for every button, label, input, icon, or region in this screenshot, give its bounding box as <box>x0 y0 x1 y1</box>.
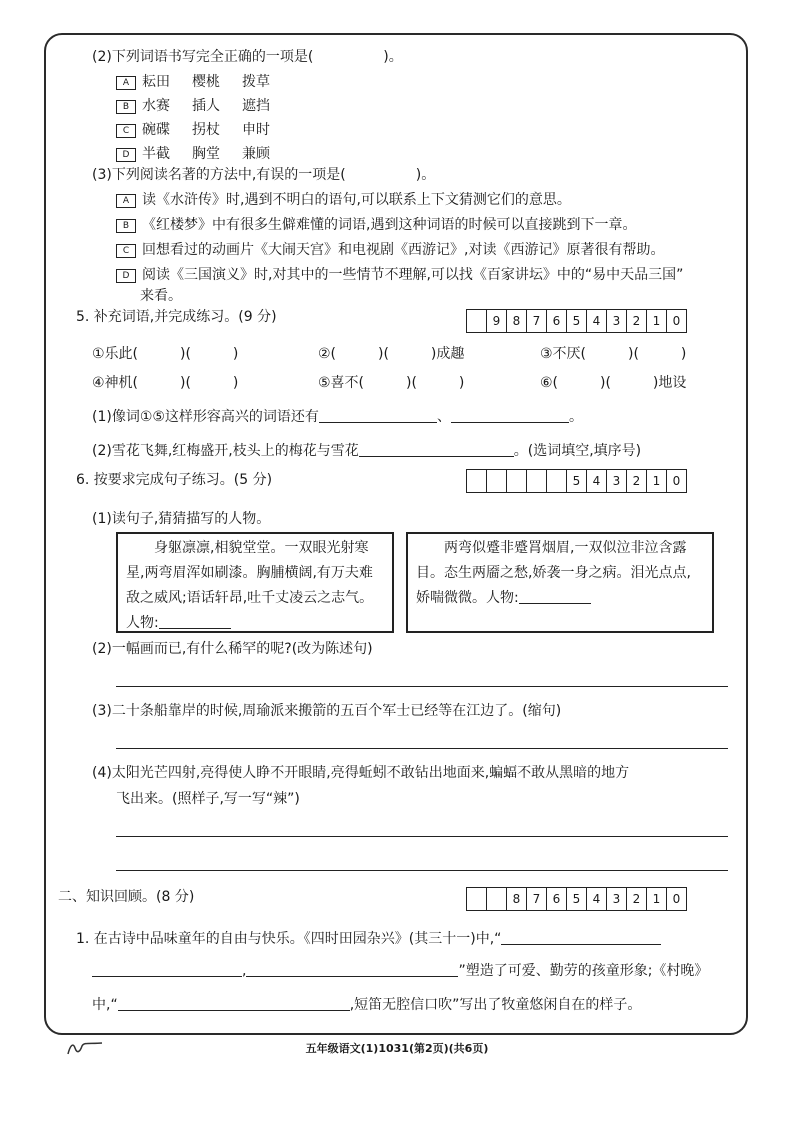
q5-word-2[interactable]: ②( )( )成趣 <box>318 346 465 362</box>
q4-3-option-d[interactable]: D 阅读《三国演义》时,对其中的一些情节不理解,可以找《百家讲坛》中的“易中天品三国” <box>116 266 683 284</box>
q6-sub1: (1)读句子,猜猜描写的人物。 <box>92 511 271 527</box>
q4-2-stem: (2)下列词语书写完全正确的一项是( )。 <box>92 49 403 65</box>
page-footer: 五年级语文(1)1031(第2页)(共6页) <box>305 1042 489 1055</box>
q6-sub4-answer-line-1[interactable] <box>116 836 728 837</box>
part2-q1-blank-3[interactable] <box>246 962 458 977</box>
part2-title: 二、知识回顾。(8 分) <box>58 889 195 905</box>
part2-q1-line2: , ”塑造了可爱、勤劳的孩童形象;《村晚》 <box>92 962 708 980</box>
q4-3-option-b[interactable]: B 《红楼梦》中有很多生僻难懂的词语,遇到这种词语的时候可以直接跳到下一章。 <box>116 216 636 234</box>
q4-2-option-d[interactable]: D 半截 胸堂 兼顾 <box>116 145 292 163</box>
q6-title: 6. 按要求完成句子练习。(5 分) <box>76 472 273 488</box>
q5-sub2-blank[interactable] <box>359 442 514 457</box>
q6-sub4-line2: 飞出来。(照样子,写一写“辣”) <box>116 791 300 807</box>
q6-sub2-answer-line[interactable] <box>116 686 728 687</box>
q6-score-box: 5 4 3 2 1 0 <box>466 469 687 493</box>
q5-word-3[interactable]: ③不厌( )( ) <box>540 346 687 362</box>
q6-sub2: (2)一幅画而已,有什么稀罕的呢?(改为陈述句) <box>92 641 373 657</box>
q5-word-5[interactable]: ⑤喜不( )( ) <box>318 375 465 391</box>
q4-2-option-a[interactable]: A 耘田 樱桃 拨草 <box>116 73 292 91</box>
q6-box1-answer-blank[interactable] <box>159 614 231 629</box>
part2-q1-line3: 中,“ ,短笛无腔信口吹”写出了牧童悠闲自在的样子。 <box>92 997 642 1013</box>
q4-3-option-d-cont: 来看。 <box>140 288 182 304</box>
q5-sub1-blank-1[interactable] <box>319 408 437 423</box>
part2-q1-line1: 1. 在古诗中品味童年的自由与快乐。《四时田园杂兴》(其三十一)中,“ <box>76 930 661 948</box>
q6-passage-box-1: 身躯凛凛,相貌堂堂。一双眼光射寒星,两弯眉浑如刷漆。胸脯横阔,有万夫难敌之威风;语话轩昂,吐千丈凌云之志气。 人物: <box>116 532 394 633</box>
q6-passage-box-2: 两弯似蹙非蹙罥烟眉,一双似泣非泣含露目。态生两靥之愁,娇袭一身之病。泪光点点,娇喘微微。人物: <box>406 532 714 633</box>
part2-q1-blank-2[interactable] <box>92 962 242 977</box>
part2-score-box: 8 7 6 5 4 3 2 1 0 <box>466 887 687 911</box>
q5-sub1: (1)像词①⑤这样形容高兴的词语还有 、 。 <box>92 409 583 425</box>
q5-sub2: (2)雪花飞舞,红梅盛开,枝头上的梅花与雪花 。(选词填空,填序号) <box>92 443 642 459</box>
q6-sub3-answer-line[interactable] <box>116 748 728 749</box>
q5-word-6[interactable]: ⑥( )( )地设 <box>540 375 687 391</box>
q5-title: 5. 补充词语,并完成练习。(9 分) <box>76 309 277 325</box>
q4-3-option-c[interactable]: C 回想看过的动画片《大闹天宫》和电视剧《西游记》,对读《西游记》原著很有帮助。 <box>116 241 664 259</box>
part2-q1-blank-1[interactable] <box>501 930 661 945</box>
q6-sub4-line1: (4)太阳光芒四射,亮得使人睁不开眼睛,亮得蚯蚓不敢钻出地面来,蝙蝠不敢从黑暗的地方 <box>92 765 630 781</box>
q4-2-option-c[interactable]: C 碗碟 拐杖 申时 <box>116 121 292 139</box>
part2-q1-blank-4[interactable] <box>118 996 350 1011</box>
q5-word-4[interactable]: ④神机( )( ) <box>92 375 239 391</box>
q4-2-option-b[interactable]: B 水赛 插人 遮挡 <box>116 97 292 115</box>
q5-sub1-blank-2[interactable] <box>451 408 569 423</box>
q6-box2-answer-blank[interactable] <box>519 589 591 604</box>
q5-score-box: 9 8 7 6 5 4 3 2 1 0 <box>466 309 687 333</box>
q6-sub4-answer-line-2[interactable] <box>116 870 728 871</box>
q6-sub3: (3)二十条船靠岸的时候,周瑜派来搬箭的五百个军士已经等在江边了。(缩句) <box>92 703 562 719</box>
q4-3-stem: (3)下列阅读名著的方法中,有误的一项是( )。 <box>92 167 436 183</box>
q4-3-option-a[interactable]: A 读《水浒传》时,遇到不明白的语句,可以联系上下文猜测它们的意思。 <box>116 191 571 209</box>
q5-word-1[interactable]: ①乐此( )( ) <box>92 346 239 362</box>
